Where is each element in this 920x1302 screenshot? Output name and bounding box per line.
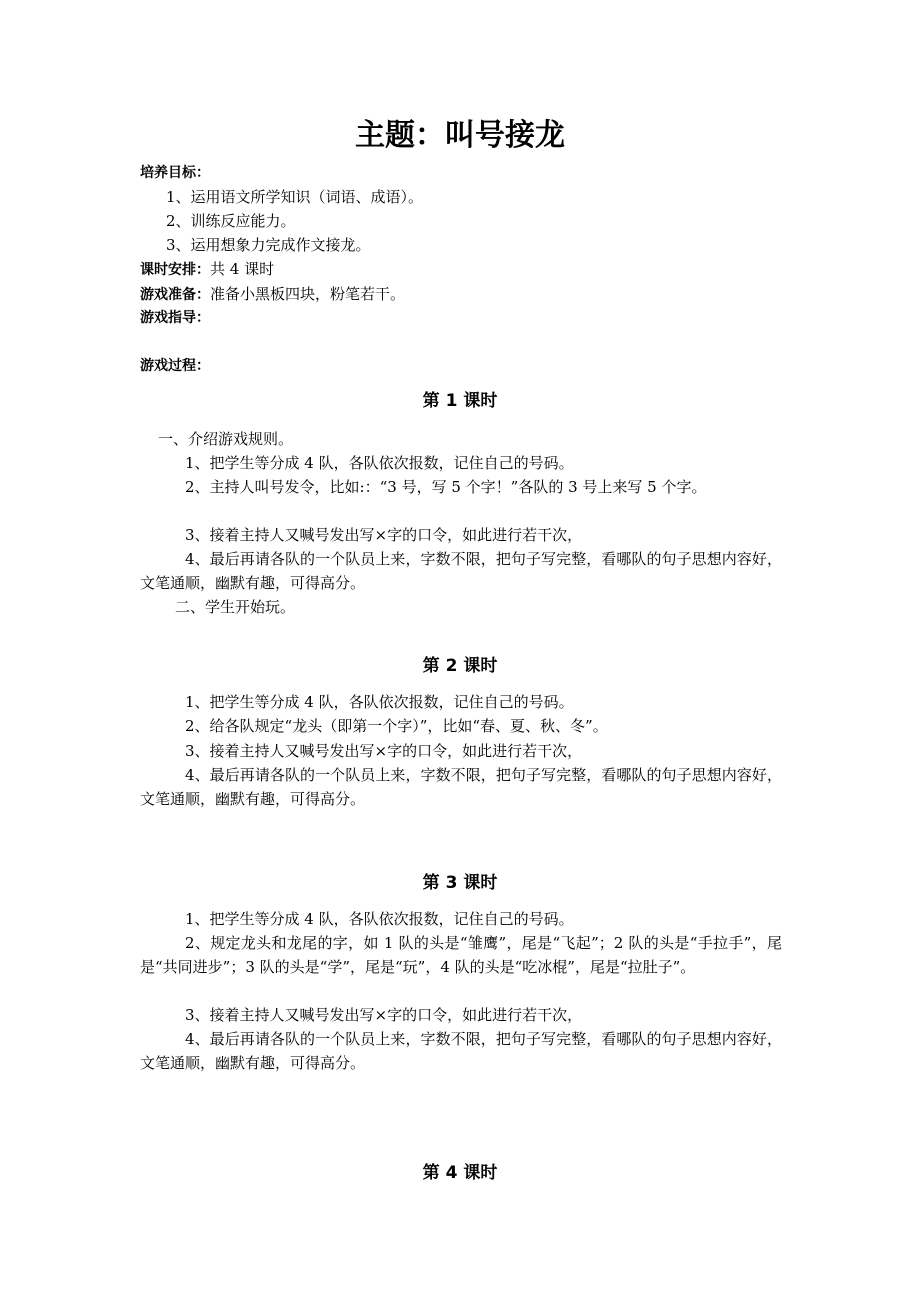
lesson-2-heading: 第 2 课时 [422,656,498,676]
schedule-value: 共 4 课时 [210,260,275,278]
lesson-1-line: 3、接着主持人又喊号发出写×字的口令，如此进行若干次， [185,526,583,544]
lesson-1-line: 2、主持人叫号发令，比如:：“3 号，写 5 个字！”各队的 3 号上来写 5 个字。 [185,478,707,496]
schedule-label: 课时安排： [140,262,210,278]
preparation-value: 准备小黑板四块，粉笔若干。 [210,285,406,303]
lesson-1-heading: 第 1 课时 [422,391,498,411]
schedule-row [140,257,274,282]
page-title: 主题：叫号接龙 [355,118,565,153]
objective-item: 1、运用语文所学知识（词语、成语）。 [166,188,424,206]
lesson-1-line: 二、学生开始玩。 [175,598,296,616]
lesson-3-line: 4、最后再请各队的一个队员上来，字数不限，把句子写完整，看哪队的句子思想内容好，文笔通顺，幽默有趣，可得高分。 [140,1030,782,1072]
lesson-3-line: 1、把学生等分成 4 队，各队依次报数，记住自己的号码。 [185,910,574,928]
guidance-label: 游戏指导： [140,310,210,326]
objectives-label: 培养目标： [140,165,210,181]
lesson-4-heading: 第 4 课时 [422,1163,498,1183]
preparation-row [140,282,405,307]
lesson-3-heading: 第 3 课时 [422,873,498,893]
objective-item: 2、训练反应能力。 [166,212,296,230]
process-label: 游戏过程： [140,358,210,374]
lesson-3-line: 2、规定龙头和龙尾的字，如 1 队的头是“雏鹰”，尾是“飞起”；2 队的头是“手拉手”，尾是“共同进步”；3 队的头是“学”，尾是“玩”，4 队的头是“吃冰棍”，尾是“拉肚子”。 [140,934,782,976]
lesson-2-line: 2、给各队规定“龙头（即第一个字）”，比如“春、夏、秋、冬”。 [185,717,608,735]
objective-item: 3、运用想象力完成作文接龙。 [166,236,371,254]
lesson-1-line: 4、最后再请各队的一个队员上来，字数不限，把句子写完整，看哪队的句子思想内容好，文笔通顺，幽默有趣，可得高分。 [140,550,782,592]
lesson-3-line: 3、接着主持人又喊号发出写×字的口令，如此进行若干次， [185,1006,583,1024]
lesson-2-line: 1、把学生等分成 4 队，各队依次报数，记住自己的号码。 [185,693,574,711]
lesson-2-line: 4、最后再请各队的一个队员上来，字数不限，把句子写完整，看哪队的句子思想内容好，文笔通顺，幽默有趣，可得高分。 [140,766,782,808]
lesson-2-line: 3、接着主持人又喊号发出写×字的口令，如此进行若干次， [185,742,583,760]
lesson-1-line: 一、介绍游戏规则。 [158,430,294,448]
lesson-1-line: 1、把学生等分成 4 队，各队依次报数，记住自己的号码。 [185,454,574,472]
preparation-label: 游戏准备： [140,287,210,303]
